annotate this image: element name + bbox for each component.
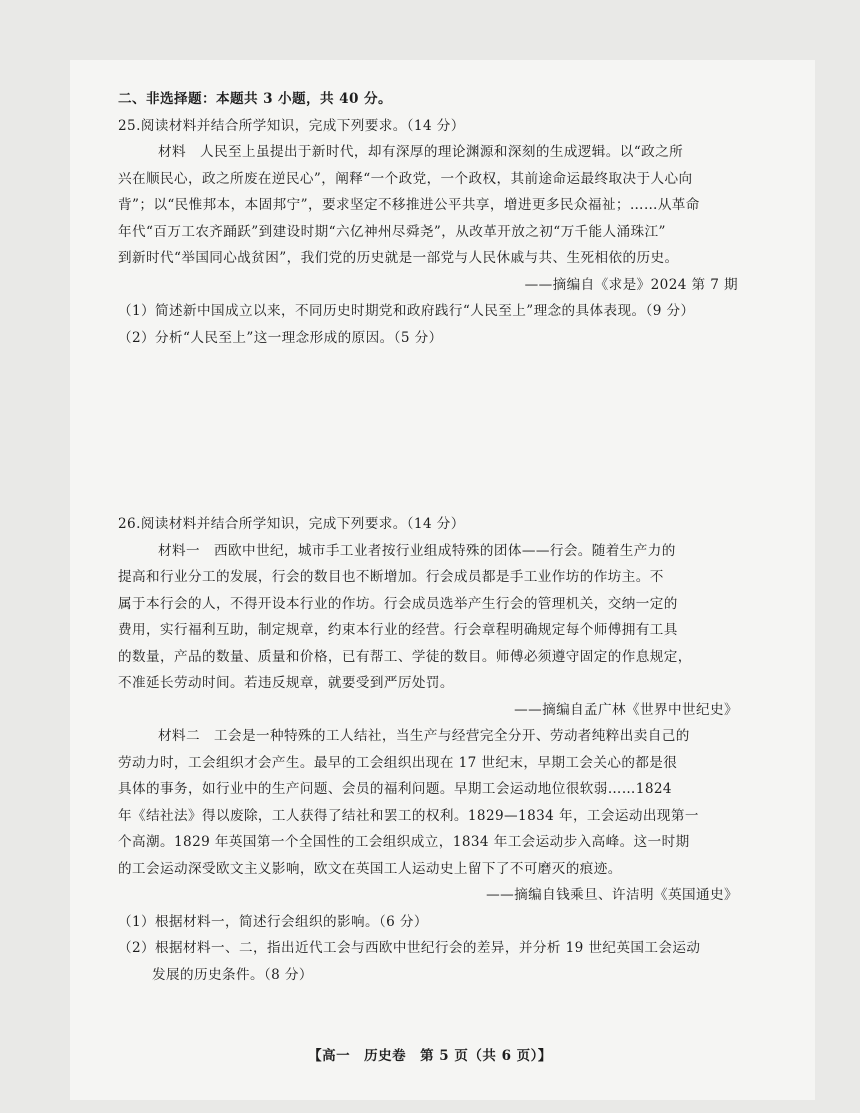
q25-material-line: 到新时代“举国同心战贫困”，我们党的历史就是一部党与人民休戚与共、生死相依的历史。 (118, 250, 679, 266)
q26-material2-line: 具体的事务，如行业中的生产问题、会员的福利问题。早期工会运动地位很软弱……1824 (118, 781, 672, 797)
q26-material1-line: 不准延长劳动时间。若违反规章，就要受到严厉处罚。 (118, 675, 454, 691)
section-title: 二、非选择题：本题共 3 小题，共 40 分。 (118, 91, 393, 107)
q26-stem: 26.阅读材料并结合所学知识，完成下列要求。（14 分） (118, 516, 465, 532)
q26-material1-line: 属于本行会的人，不得开设本行业的作坊。行会成员选举产生行会的管理机关，交纳一定的 (118, 595, 678, 612)
q26-question-2-cont: 发展的历史条件。（8 分） (152, 966, 313, 983)
q26-source-1: ——摘编自孟广林《世界中世纪史》 (514, 701, 738, 718)
page-content (118, 86, 748, 988)
q25-material-line: 年代“百万工农齐踊跃”到建设时期“六亿神州尽舜尧”，从改革开放之初“万千能人涌珠江” (118, 223, 666, 240)
q26-material1-line: 材料一 西欧中世纪，城市手工业者按行业组成特殊的团体——行会。随着生产力的 (158, 542, 676, 559)
page-footer: 【高一 历史卷 第 5 页（共 6 页）】 (308, 1048, 552, 1064)
q26-material2-line: 劳动力时，工会组织才会产生。最早的工会组织出现在 17 世纪末，早期工会关心的都是很 (118, 754, 678, 771)
q25-question-1: （1）简述新中国成立以来，不同历史时期党和政府践行“人民至上”理念的具体表现。（9 分） (118, 303, 695, 319)
q26-question-2: （2）根据材料一、二，指出近代工会与西欧中世纪行会的差异，并分析 19 世纪英国工会运动 (118, 940, 701, 956)
q26-material2-line: 材料二 工会是一种特殊的工人结社，当生产与经营完全分开、劳动者纯粹出卖自己的 (158, 728, 690, 744)
q25-material-line: 材料 人民至上虽提出于新时代，却有深厚的理论渊源和深刻的生成逻辑。以“政之所 (158, 144, 684, 160)
q25-source: ——摘编自《求是》2024 第 7 期 (524, 276, 738, 293)
q26-source-2: ——摘编自钱乘旦、许洁明《英国通史》 (486, 887, 738, 903)
q25-stem: 25.阅读材料并结合所学知识，完成下列要求。（14 分） (118, 117, 465, 134)
q25-material-line: 背”；以“民惟邦本，本固邦宁”，要求坚定不移推进公平共享，增进更多民众福祉；……从革命 (118, 197, 700, 213)
answer-space (118, 351, 748, 511)
q26-material1-line: 的数量，产品的数量、质量和价格，已有帮工、学徒的数目。师傅必须遵守固定的作息规定， (118, 648, 692, 665)
q25-question-2: （2）分析“人民至上”这一理念形成的原因。（5 分） (118, 329, 443, 346)
q26-material2-line: 个高潮。1829 年英国第一个全国性的工会组织成立，1834 年工会运动步入高峰。这一时期 (118, 834, 690, 850)
q25-material-line: 兴在顺民心，政之所废在逆民心”，阐释“一个政党，一个政权，其前途命运最终取决于人心向 (118, 170, 693, 187)
q26-material2-line: 年《结社法》得以废除，工人获得了结社和罢工的权利。1829—1834 年，工会运动出现第一 (118, 807, 699, 824)
q26-material1-line: 费用，实行福利互助，制定规章，约束本行业的经营。行会章程明确规定每个师傅拥有工具 (118, 622, 678, 638)
q26-material2-line: 的工会运动深受欧文主义影响，欧文在英国工人运动史上留下了不可磨灭的痕迹。 (118, 860, 622, 877)
q26-material1-line: 提高和行业分工的发展，行会的数目也不断增加。行会成员都是手工业作坊的作坊主。不 (118, 569, 664, 585)
q26-question-1: （1）根据材料一，简述行会组织的影响。（6 分） (118, 913, 428, 930)
